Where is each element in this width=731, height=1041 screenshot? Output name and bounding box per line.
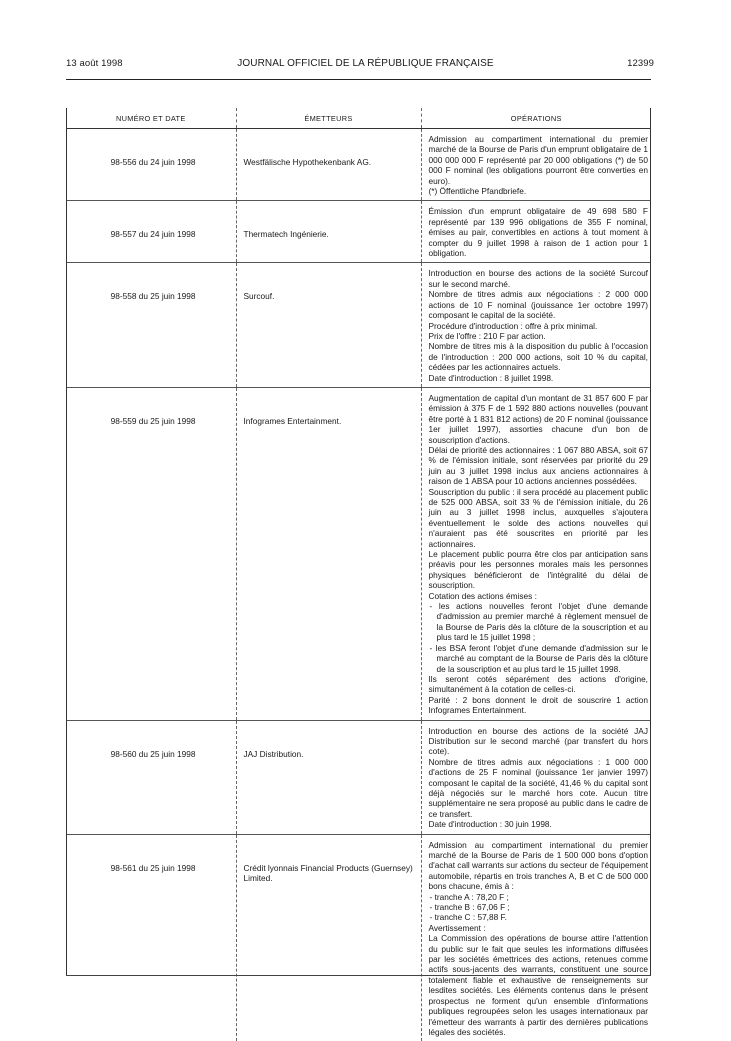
- operation-paragraph: - tranche B : 67,06 F ;: [429, 902, 649, 912]
- cell-emetteur: JAJ Distribution.: [236, 720, 421, 834]
- header-date: 13 août 1998: [66, 58, 123, 69]
- cell-numero-date: 98-561 du 25 juin 1998: [66, 834, 236, 1041]
- cell-operations: [421, 263, 651, 387]
- header-rule: [66, 79, 651, 80]
- operation-paragraph: - tranche A : 78,20 F ;: [429, 892, 649, 902]
- cell-operations: [421, 129, 651, 201]
- cell-emetteur: Surcouf.: [236, 263, 421, 387]
- cell-numero-date: 98-560 du 25 juin 1998: [66, 720, 236, 834]
- operation-paragraph: Nombre de titres mis à la disposition du public à l'occasion de l'introduction : 200 000 actions, soit 10 % du capital, cédées par les actionnaires actuels.: [429, 341, 649, 372]
- column-header-emetteurs: ÉMETTEURS: [236, 108, 421, 129]
- operation-paragraph: Admission au compartiment international du premier marché de la Bourse de Paris d'un emprunt obligataire de 1 000 000 000 F représenté par 20 000 obligations (*) de 50 000 F nominal (les obligations pourront être converties en euro).: [429, 134, 649, 186]
- operation-paragraph: - les actions nouvelles feront l'objet d'une demande d'admission au premier marché à règlement mensuel de la Bourse de Paris dès la clôture de la souscription et au plus tard le 15 juillet 1998 ;: [429, 601, 649, 643]
- operation-paragraph: Nombre de titres admis aux négociations : 1 000 000 d'actions de 25 F nominal (jouissance 1er janvier 1997) composant le capital de la société, 41,46 % du capital sont déjà négociés sur le marché hors cote. Aucun titre supplémentaire ne sera proposé au public dans le cadre de ce transfert.: [429, 757, 649, 819]
- operation-paragraph: Introduction en bourse des actions de la société Surcouf sur le second marché.: [429, 268, 649, 289]
- table-body: [66, 129, 651, 1041]
- operation-paragraph: Date d'introduction : 8 juillet 1998.: [429, 373, 649, 383]
- cell-operations: [421, 387, 651, 720]
- table-row: [66, 129, 651, 201]
- operation-paragraph: La Commission des opérations de bourse attire l'attention du public sur le fait que seules les informations diffusées par les sociétés émettrices des actions, retenues comme actifs sous-jacents des warrants, constituent une source totalement fiable et exhaustive de renseignements sur lesdites sociétés. Les éléments contenus dans le présent prospectus ne forment qu'un ensemble d'informations publiques regroupées selon les usages internationaux par l'émetteur des warrants à partir des dernières publications légales des sociétés.: [429, 933, 649, 1037]
- cell-emetteur: Thermatech Ingénierie.: [236, 201, 421, 263]
- operation-paragraph: - les BSA feront l'objet d'une demande d'admission sur le marché au comptant de la Bourse de Paris dès la clôture de la souscription et au plus tard le 15 juillet 1998.: [429, 643, 649, 674]
- table-row: [66, 720, 651, 834]
- table-row: [66, 201, 651, 263]
- cell-operations: [421, 720, 651, 834]
- operation-paragraph: (*) Öffentliche Pfandbriefe.: [429, 186, 649, 196]
- operation-paragraph: Cotation des actions émises :: [429, 591, 649, 601]
- operation-paragraph: Délai de priorité des actionnaires : 1 067 880 ABSA, soit 67 % de l'émission initiale, sont réservées par priorité du 29 juin au 3 juillet 1998 inclus aux anciens actionnaires à raison de 1 ABSA pour 10 actions anciennes possédées.: [429, 445, 649, 487]
- cell-emetteur: Westfälische Hypothekenbank AG.: [236, 129, 421, 201]
- operation-paragraph: Procédure d'introduction : offre à prix minimal.: [429, 321, 649, 331]
- operation-paragraph: Le placement public pourra être clos par anticipation sans préavis pour les personnes morales mais les personnes physiques bénéficieront de l'intégralité du délai de souscription.: [429, 549, 649, 591]
- cell-numero-date: 98-559 du 25 juin 1998: [66, 387, 236, 720]
- cell-numero-date: 98-558 du 25 juin 1998: [66, 263, 236, 387]
- page-number: 12399: [627, 58, 654, 69]
- operation-paragraph: Augmentation de capital d'un montant de 31 857 600 F par émission à 375 F de 1 592 880 actions nouvelles (pouvant être porté à 1 831 812 actions) de 20 F nominal (jouissance 1er juillet 1997), assorties chacune d'un bon de souscription d'actions.: [429, 393, 649, 445]
- operation-paragraph: - tranche C : 57,88 F.: [429, 912, 649, 922]
- journal-title: JOURNAL OFFICIEL DE LA RÉPUBLIQUE FRANÇAISE: [0, 58, 731, 69]
- operation-paragraph: Introduction en bourse des actions de la société JAJ Distribution sur le second marché (par transfert du hors cote).: [429, 726, 649, 757]
- cell-operations: [421, 834, 651, 1041]
- operation-paragraph: Date d'introduction : 30 juin 1998.: [429, 819, 649, 829]
- operations-table: [66, 108, 651, 1041]
- table-header: [66, 108, 651, 129]
- cell-numero-date: 98-556 du 24 juin 1998: [66, 129, 236, 201]
- operation-paragraph: Nombre de titres admis aux négociations : 2 000 000 actions de 10 F nominal (jouissance 1er octobre 1997) composant le capital de la société.: [429, 289, 649, 320]
- operation-paragraph: Parité : 2 bons donnent le droit de souscrire 1 action Infogrames Entertainment.: [429, 695, 649, 716]
- cell-emetteur: Infogrames Entertainment.: [236, 387, 421, 720]
- table-row: [66, 834, 651, 1041]
- operation-paragraph: Souscription du public : il sera procédé au placement public de 525 000 ABSA, soit 33 % de l'émission initiale, du 26 juin au 3 juillet 1998 inclus, auxquelles s'ajoutera éventuellement le solde des actions nouvelles qui n'auraient pas été souscrites en priorité par les actionnaires.: [429, 487, 649, 549]
- operation-paragraph: Émission d'un emprunt obligataire de 49 698 580 F représenté par 139 996 obligations de 355 F nominal, émises au pair, convertibles en actions à tout moment à compter du 9 juillet 1998 à raison de 1 action pour 1 obligation.: [429, 206, 649, 258]
- column-header-operations: OPÉRATIONS: [421, 108, 651, 129]
- table-row: [66, 387, 651, 720]
- cell-operations: [421, 201, 651, 263]
- column-header-numero: NUMÉRO ET DATE: [66, 108, 236, 129]
- operation-paragraph: Ils seront cotés séparément des actions d'origine, simultanément à la cotation de celles-ci.: [429, 674, 649, 695]
- cell-numero-date: 98-557 du 24 juin 1998: [66, 201, 236, 263]
- operation-paragraph: Avertissement :: [429, 923, 649, 933]
- table-row: [66, 263, 651, 387]
- cell-emetteur: Crédit lyonnais Financial Products (Guernsey) Limited.: [236, 834, 421, 1041]
- operation-paragraph: Admission au compartiment international du premier marché de la Bourse de Paris de 1 500 000 bons d'option d'achat call warrants sur actions du secteur de l'équipement automobile, répartis en trois tranches A, B et C de 500 000 bons chacune, émis à :: [429, 840, 649, 892]
- operation-paragraph: Prix de l'offre : 210 F par action.: [429, 331, 649, 341]
- table-bottom-rule: [66, 975, 651, 976]
